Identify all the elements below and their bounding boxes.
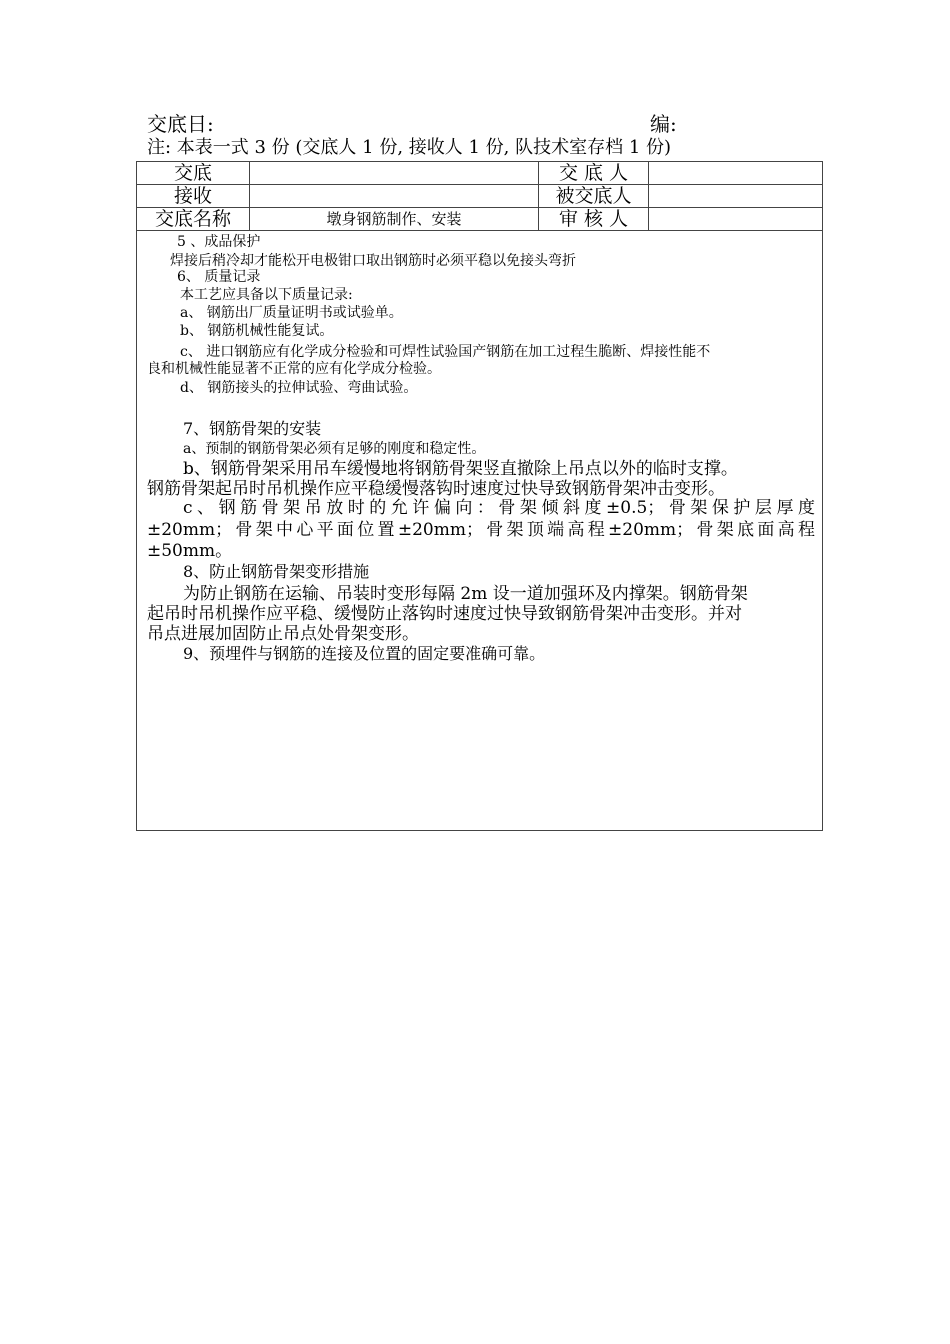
disclosure-form [136,161,823,831]
content-line: ±50mm。 [147,541,233,561]
disclosure-value[interactable] [250,162,539,184]
content-line: 钢筋骨架起吊时吊机操作应平稳缓慢落钩时速度过快导致钢筋骨架冲击变形。 [147,479,725,499]
content-line: b、钢筋骨架采用吊车缓慢地将钢筋骨架竖直撤除上吊点以外的临时支撑。 [183,459,738,479]
content-line: a、预制的钢筋骨架必须有足够的刚度和稳定性。 [183,441,486,457]
content-line: 本工艺应具备以下质量记录: [180,287,353,303]
discloser-value[interactable] [649,162,822,184]
form-row-receive [137,185,822,208]
copies-note: 注: 本表一式 3 份 (交底人 1 份, 接收人 1 份, 队技术室存档 1 份) [147,137,672,158]
disclosure-name-value[interactable]: 墩身钢筋制作、安装 [250,208,539,230]
reviewer-label: 审 核 人 [539,208,649,230]
content-line: 起吊时吊机操作应平稳、缓慢防止落钩时速度过快导致钢筋骨架冲击变形。并对 [147,604,742,624]
section-title: 8、防止钢筋骨架变形措施 [183,562,370,581]
disclosure-name-label: 交底名称 [137,208,250,230]
receive-label: 接收 [137,185,250,207]
disclosure-label: 交底 [137,162,250,184]
content-line: 为防止钢筋在运输、吊装时变形每隔 2m 设一道加强环及内撑架。钢筋骨架 [183,584,748,604]
recipient-value[interactable] [649,185,822,207]
content-line: 吊点进展加固防止吊点处骨架变形。 [147,624,419,644]
content-line: c、钢筋骨架吊放时的允许偏向：骨架倾斜度±0.5；骨架保护层厚度 [183,498,815,518]
code-label: 编: [650,112,677,136]
section-title: 7、钢筋骨架的安装 [183,419,322,438]
content-line: 焊接后稍冷却才能松开电极钳口取出钢筋时必须平稳以免接头弯折 [170,253,576,269]
recipient-label: 被交底人 [539,185,649,207]
discloser-label: 交 底 人 [539,162,649,184]
content-line: 6、 质量记录 [177,269,261,285]
receive-value[interactable] [250,185,539,207]
content-line: 良和机械性能显著不正常的应有化学成分检验。 [147,361,441,377]
content-line: ±20mm；骨架中心平面位置±20mm；骨架顶端高程±20mm；骨架底面高程 [147,520,815,540]
content-line: b、 钢筋机械性能复试。 [180,323,334,339]
content-line: 5 、成品保护 [177,234,261,250]
date-label: 交底日: [147,112,214,136]
reviewer-value[interactable] [649,208,822,230]
content-line: c、 进口钢筋应有化学成分检验和可焊性试验国产钢筋在加工过程生脆断、焊接性能不 [180,344,711,360]
content-line: a、 钢筋出厂质量证明书或试验单。 [180,305,403,321]
form-row-disclosure [137,162,822,185]
form-row-name [137,208,822,231]
content-line: 9、预埋件与钢筋的连接及位置的固定要准确可靠。 [183,644,546,663]
content-line: d、 钢筋接头的拉伸试验、弯曲试验。 [180,380,418,396]
